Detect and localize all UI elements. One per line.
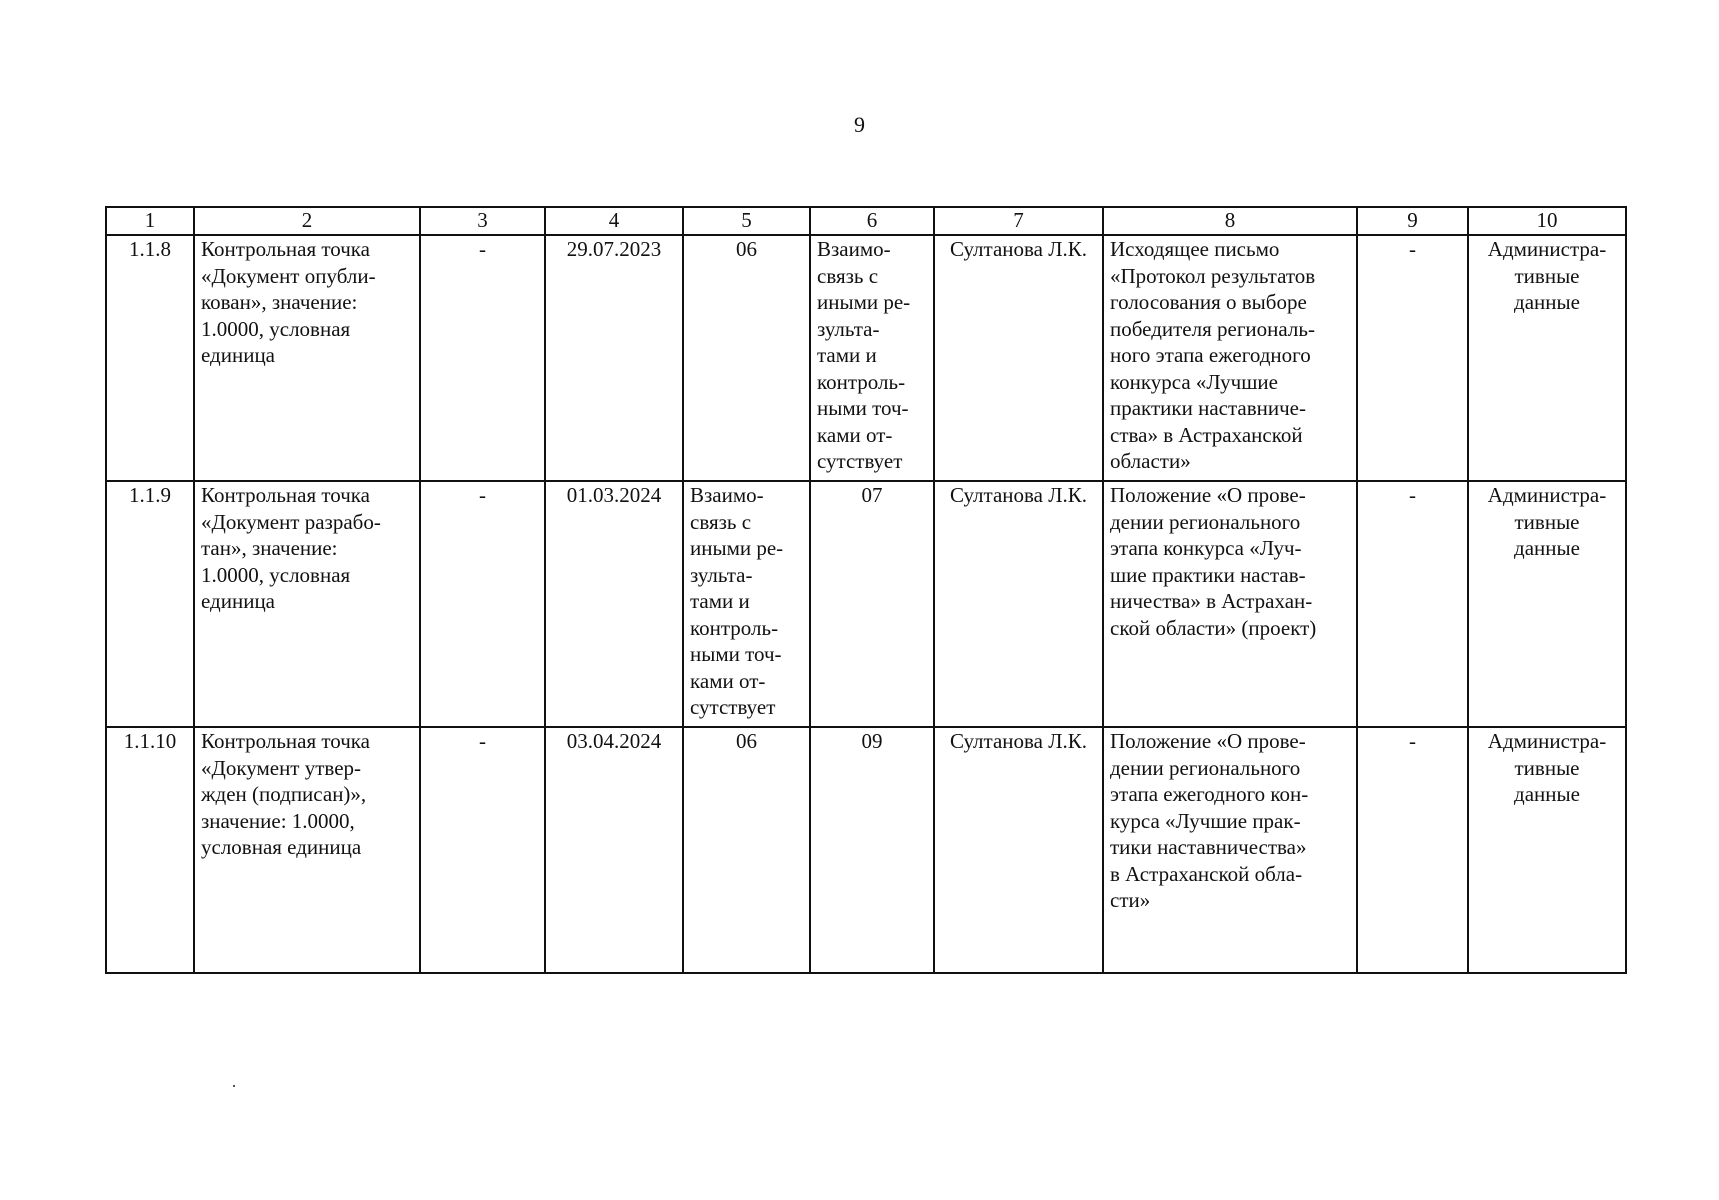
cell-col9: - [1357, 727, 1468, 973]
responsible-person: Султанова Л.К. [934, 235, 1103, 481]
column-header: 1 [106, 207, 194, 235]
document-description: Положение «О прове- дении регионального этапа ежегодного кон- курса «Лучшие прак- тики наставничества» в Астраханской обла- сти» [1103, 727, 1357, 973]
column-header: 8 [1103, 207, 1357, 235]
control-point-name: Контрольная точка «Документ опубли- кован», значение: 1.0000, условная единица [194, 235, 420, 481]
cell-col9: - [1357, 481, 1468, 727]
cell-col6: Взаимо- связь с иными ре- зульта- тами и контроль- ными точ- ками от- сутствует [810, 235, 934, 481]
table-row [106, 235, 1626, 481]
cell-col6: 07 [810, 481, 934, 727]
scan-speck [233, 1085, 235, 1087]
control-point-name: Контрольная точка «Документ разрабо- тан», значение: 1.0000, условная единица [194, 481, 420, 727]
table-row [106, 727, 1626, 973]
date-cell: 03.04.2024 [545, 727, 683, 973]
cell-col3: - [420, 727, 545, 973]
cell-col5: 06 [683, 235, 810, 481]
column-header: 9 [1357, 207, 1468, 235]
header-row [106, 207, 1626, 235]
row-number: 1.1.10 [106, 727, 194, 973]
column-header: 4 [545, 207, 683, 235]
date-cell: 01.03.2024 [545, 481, 683, 727]
responsible-person: Султанова Л.К. [934, 727, 1103, 973]
cell-col6: 09 [810, 727, 934, 973]
document-description: Положение «О прове- дении регионального этапа конкурса «Луч- шие практики настав- ничества» в Астрахан- ской области» (проект) [1103, 481, 1357, 727]
control-point-name: Контрольная точка «Документ утвер- жден (подписан)», значение: 1.0000, условная единица [194, 727, 420, 973]
document-description: Исходящее письмо «Протокол результатов голосования о выборе победителя региональ- ного этапа ежегодного конкурса «Лучшие практики наставниче- ства» в Астраханской области» [1103, 235, 1357, 481]
column-header: 5 [683, 207, 810, 235]
cell-col5: Взаимо- связь с иными ре- зульта- тами и контроль- ными точ- ками от- сутствует [683, 481, 810, 727]
responsible-person: Султанова Л.К. [934, 481, 1103, 727]
column-header: 2 [194, 207, 420, 235]
cell-col3: - [420, 481, 545, 727]
cell-col3: - [420, 235, 545, 481]
date-cell: 29.07.2023 [545, 235, 683, 481]
control-points-table [105, 206, 1627, 974]
data-source: Администра- тивные данные [1468, 481, 1626, 727]
cell-col5: 06 [683, 727, 810, 973]
column-header: 7 [934, 207, 1103, 235]
column-header: 6 [810, 207, 934, 235]
column-header: 3 [420, 207, 545, 235]
row-number: 1.1.8 [106, 235, 194, 481]
column-header: 10 [1468, 207, 1626, 235]
cell-col9: - [1357, 235, 1468, 481]
row-number: 1.1.9 [106, 481, 194, 727]
data-source: Администра- тивные данные [1468, 235, 1626, 481]
table-row [106, 481, 1626, 727]
page-number: 9 [854, 112, 865, 137]
data-source: Администра- тивные данные [1468, 727, 1626, 973]
